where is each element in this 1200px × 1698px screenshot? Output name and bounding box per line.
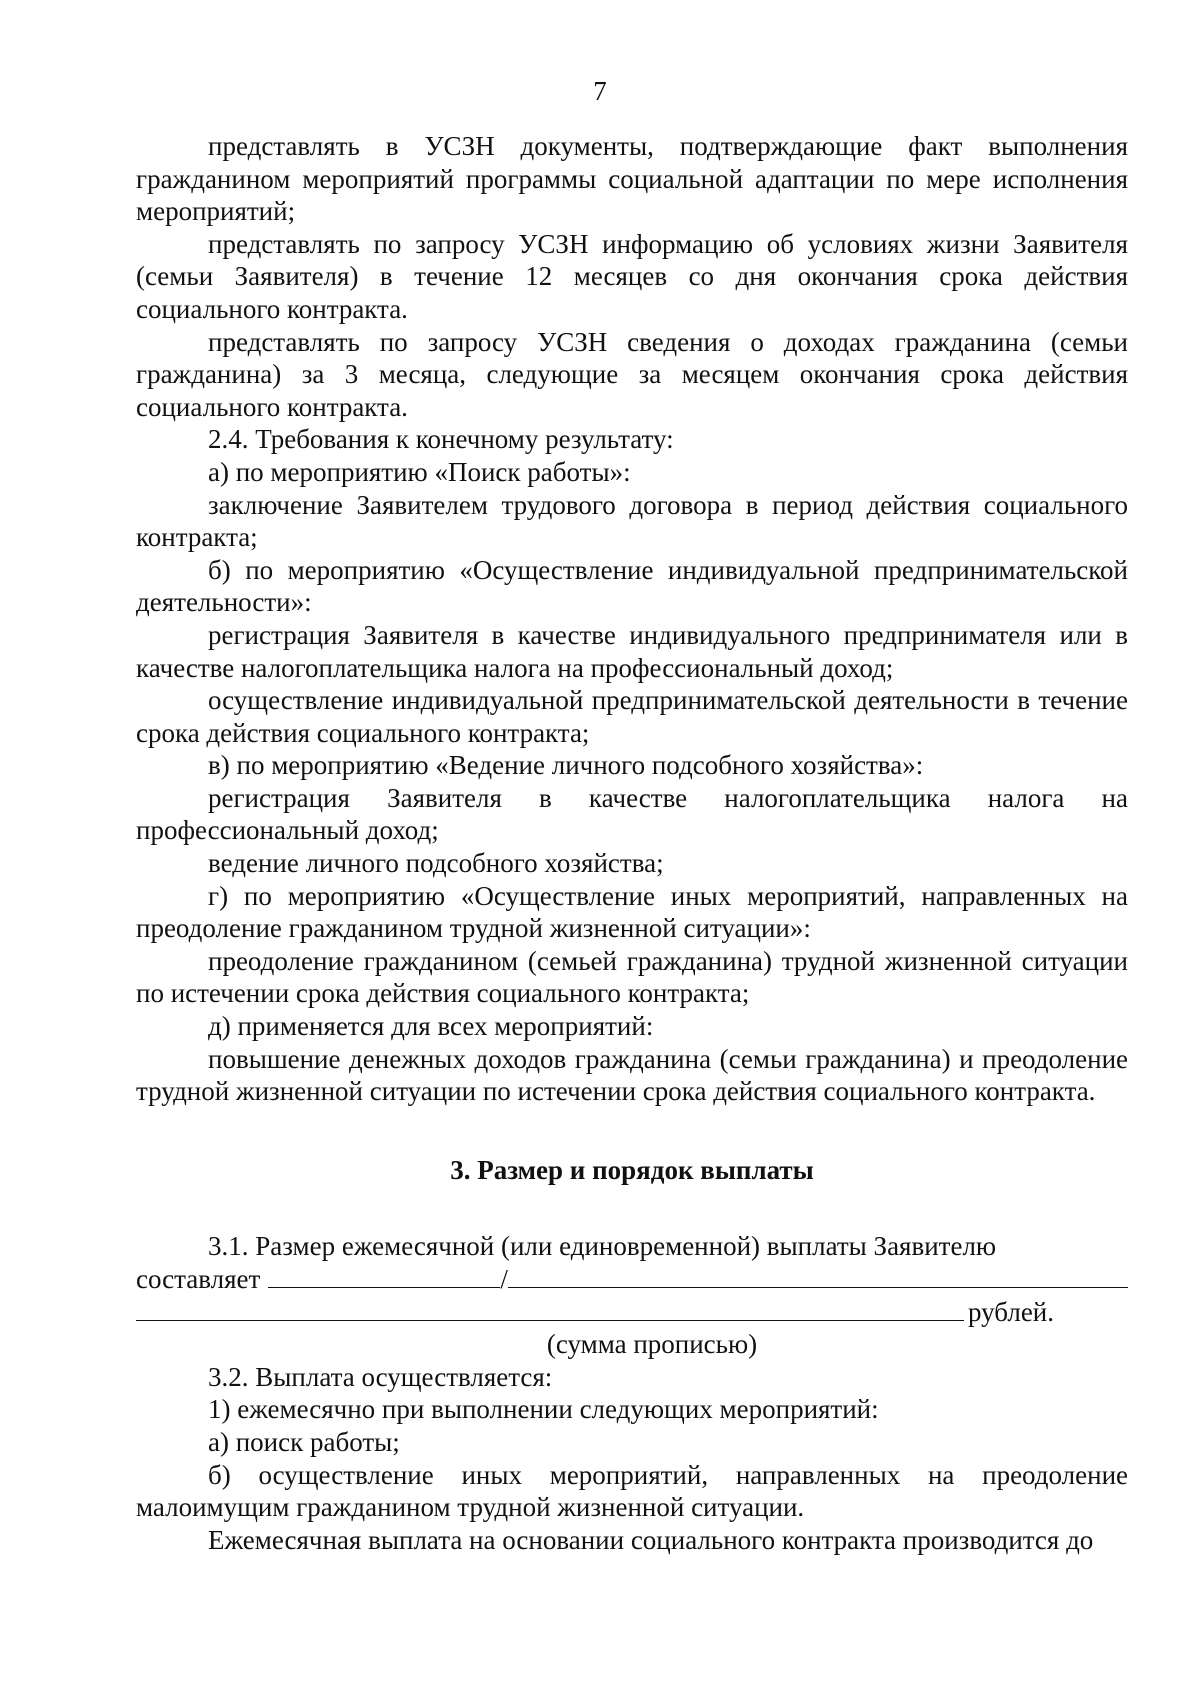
- amount-caption: (сумма прописью): [546, 1329, 758, 1360]
- paragraph: д) применяется для всех мероприятий:: [208, 1011, 654, 1042]
- paragraph: б) по мероприятию «Осуществление индивидуальной предпринимательской деятельности»:: [136, 554, 1128, 618]
- section-heading: 3. Размер и порядок выплаты: [450, 1154, 814, 1185]
- amount-row-2: [136, 1296, 1128, 1329]
- amount-number-line: [268, 1263, 500, 1288]
- paragraph: 2.4. Требования к конечному результату:: [208, 424, 674, 455]
- paragraph: преодоление гражданином (семьей гражданина) трудной жизненной ситуации по истечении срока действия социального контракта;: [136, 945, 1128, 1009]
- amount-words-line-1: [508, 1263, 1128, 1288]
- paragraph: регистрация Заявителя в качестве налогоплательщика налога на профессиональный доход;: [136, 782, 1128, 846]
- page-number: 7: [593, 76, 607, 106]
- paragraph: повышение денежных доходов гражданина (семьи гражданина) и преодоление трудной жизненной ситуации по истечении срока действия социального контракта.: [136, 1043, 1128, 1107]
- document-body: [136, 130, 1128, 1556]
- paragraph: а) поиск работы;: [208, 1426, 400, 1457]
- paragraph: осуществление индивидуальной предпринимательской деятельности в течение срока действия социального контракта;: [136, 685, 1128, 748]
- paragraph: Ежемесячная выплата на основании социального контракта производится до: [208, 1524, 1094, 1555]
- slash-separator: /: [500, 1264, 508, 1294]
- amount-row: [136, 1263, 1128, 1296]
- paragraph: г) по мероприятию «Осуществление иных мероприятий, направленных на преодоление гражданином трудной жизненной ситуации»:: [136, 880, 1128, 944]
- paragraph: в) по мероприятию «Ведение личного подсобного хозяйства»:: [208, 750, 924, 781]
- paragraph: 1) ежемесячно при выполнении следующих мероприятий:: [208, 1394, 879, 1425]
- paragraph: заключение Заявителем трудового договора в период действия социального контракта;: [136, 489, 1128, 553]
- paragraph: б) осуществление иных мероприятий, направленных на преодоление малоимущим гражданином трудной жизненной ситуации.: [136, 1459, 1128, 1523]
- rubles-label: рублей.: [968, 1296, 1055, 1327]
- paragraph: представлять по запросу УСЗН информацию об условиях жизни Заявителя (семьи Заявителя) в течение 12 месяцев со дня окончания срока действия социального контракта.: [136, 228, 1128, 324]
- paragraph: представлять по запросу УСЗН сведения о доходах гражданина (семьи гражданина) за 3 месяца, следующие за месяцем окончания срока действия социального контракта.: [136, 326, 1128, 422]
- amount-words-line-2: [136, 1296, 964, 1321]
- paragraph: а) по мероприятию «Поиск работы»:: [208, 456, 631, 487]
- sostavlyaet-label: составляет: [136, 1264, 261, 1294]
- paragraph: регистрация Заявителя в качестве индивидуального предпринимателя или в качестве налогоплательщика налога на профессиональный доход;: [136, 619, 1128, 683]
- paragraph: представлять в УСЗН документы, подтверждающие факт выполнения гражданином мероприятий программы социальной адаптации по мере исполнения мероприятий;: [136, 131, 1128, 227]
- paragraph: ведение личного подсобного хозяйства;: [208, 848, 664, 879]
- paragraph: 3.2. Выплата осуществляется:: [208, 1361, 553, 1392]
- paragraph: 3.1. Размер ежемесячной (или единовременной) выплаты Заявителю: [208, 1231, 997, 1262]
